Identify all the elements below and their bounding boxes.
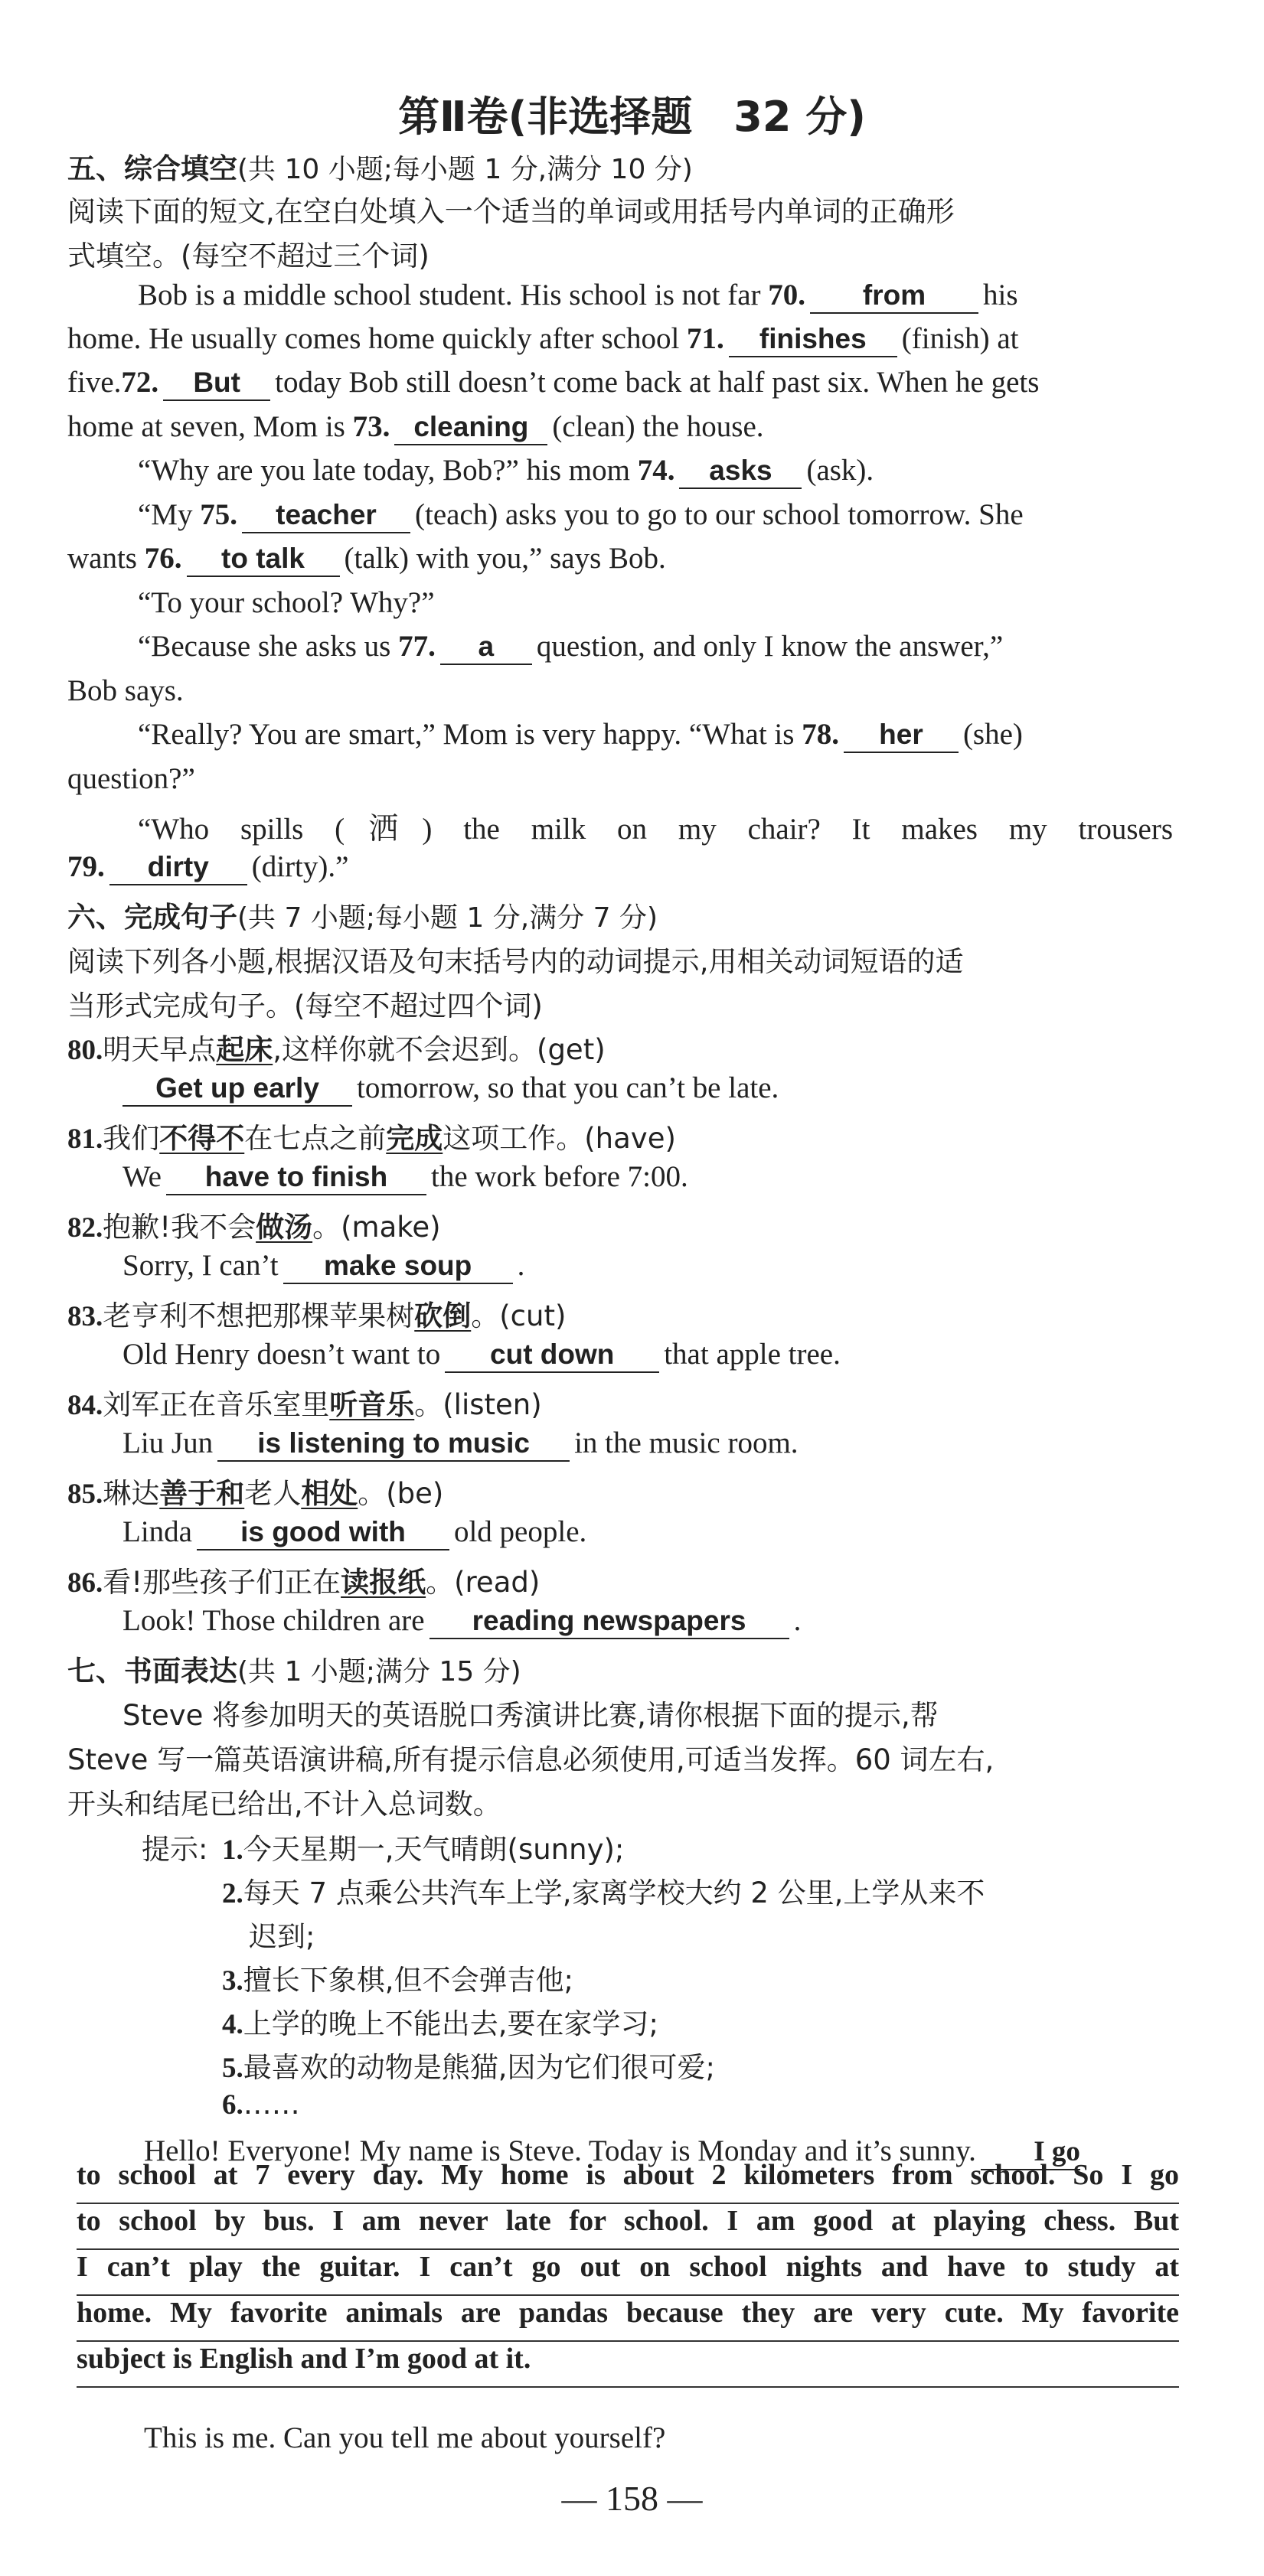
section-6-instruction-1: 阅读下列各小题,根据汉语及句末括号内的动词提示,用相关动词短语的适 bbox=[67, 945, 964, 978]
answer-77: a bbox=[440, 631, 532, 665]
answer-82: make soup bbox=[283, 1250, 513, 1284]
tip-5: 5.最喜欢的动物是熊猫,因为它们很可爱; bbox=[222, 2051, 715, 2084]
passage-line-6: “My 75. teacher (teach) asks you to go to our school tomorrow. She bbox=[138, 497, 1024, 533]
question-83-chinese: 83.老亨利不想把那棵苹果树砍倒。(cut) bbox=[67, 1299, 567, 1332]
section-6-heading: 六、完成句子(共 7 小题;每小题 1 分,满分 7 分) bbox=[67, 901, 658, 934]
answer-81: have to finish bbox=[166, 1161, 426, 1195]
essay-line: subject is English and I’m good at it. bbox=[77, 2342, 1179, 2388]
section-5-heading: 五、综合填空(共 10 小题;每小题 1 分,满分 10 分) bbox=[67, 152, 693, 185]
passage-line-12: question?” bbox=[67, 762, 195, 795]
answer-75: teacher bbox=[242, 499, 410, 533]
answer-73: cleaning bbox=[394, 411, 547, 445]
question-85-chinese: 85.琳达善于和老人相处。(be) bbox=[67, 1477, 444, 1510]
section-7-instruction-2: Steve 写一篇英语演讲稿,所有提示信息必须使用,可适当发挥。60 词左右, bbox=[67, 1743, 995, 1776]
essay-line: to school at 7 every day. My home is about 2 kilometers from school. So I go bbox=[77, 2158, 1179, 2204]
passage-line-14: 79. dirty (dirty).” bbox=[67, 849, 348, 885]
essay-closing: This is me. Can you tell me about yourself? bbox=[144, 2421, 666, 2454]
question-84-english: Liu Jun is listening to music in the music room. bbox=[122, 1426, 799, 1462]
section-7-instruction-1: Steve 将参加明天的英语脱口秀演讲比赛,请你根据下面的提示,帮 bbox=[122, 1699, 939, 1732]
answer-85: is good with bbox=[197, 1516, 449, 1550]
passage-line-4: home at seven, Mom is 73. cleaning (clean) the house. bbox=[67, 409, 764, 445]
answer-80: Get up early bbox=[122, 1072, 352, 1107]
passage-line-1: Bob is a middle school student. His school is not far 70. from his bbox=[138, 278, 1018, 314]
question-80-chinese: 80.明天早点起床,这样你就不会迟到。(get) bbox=[67, 1033, 606, 1066]
tip-6: 6.…… bbox=[222, 2088, 300, 2121]
essay-line: I can’t play the guitar. I can’t go out on school nights and have to study at bbox=[77, 2250, 1179, 2296]
question-82-chinese: 82.抱歉!我不会做汤。(make) bbox=[67, 1211, 441, 1244]
tips-label: 提示: bbox=[142, 1833, 208, 1866]
answer-72: But bbox=[163, 367, 270, 401]
essay-line: home. My favorite animals are pandas because they are very cute. My favorite bbox=[77, 2296, 1179, 2342]
page-title: 第Ⅱ卷(非选择题 32 分) bbox=[398, 93, 866, 141]
answer-84: is listening to music bbox=[217, 1427, 570, 1462]
question-84-chinese: 84.刘军正在音乐室里听音乐。(listen) bbox=[67, 1388, 542, 1421]
answer-83: cut down bbox=[445, 1339, 659, 1373]
answer-76: to talk bbox=[187, 543, 340, 577]
answer-74: asks bbox=[679, 455, 802, 489]
answer-71: finishes bbox=[729, 323, 897, 357]
essay-line: to school by bus. I am never late for school. I am good at playing chess. But bbox=[77, 2204, 1179, 2250]
question-86-english: Look! Those children are reading newspapers . bbox=[122, 1603, 801, 1639]
section-7-instruction-3: 开头和结尾已给出,不计入总词数。 bbox=[67, 1788, 501, 1821]
passage-line-11: “Really? You are smart,” Mom is very happy. “What is 78. her (she) bbox=[138, 717, 1023, 753]
answer-79: dirty bbox=[109, 851, 247, 885]
section-5-instruction-2: 式填空。(每空不超过三个词) bbox=[67, 240, 429, 272]
tip-4: 4.上学的晚上不能出去,要在家学习; bbox=[222, 2007, 658, 2040]
tip-2-continued: 迟到; bbox=[249, 1920, 315, 1953]
section-6-instruction-2: 当形式完成句子。(每空不超过四个词) bbox=[67, 990, 543, 1022]
question-81-chinese: 81.我们不得不在七点之前完成这项工作。(have) bbox=[67, 1122, 676, 1155]
answer-86: reading newspapers bbox=[429, 1605, 789, 1639]
section-7-heading: 七、书面表达(共 1 小题;满分 15 分) bbox=[67, 1655, 521, 1687]
tip-3: 3.擅长下象棋,但不会弹吉他; bbox=[222, 1964, 573, 1997]
passage-line-2: home. He usually comes home quickly after school 71. finishes (finish) at bbox=[67, 321, 1019, 357]
question-85-english: Linda is good with old people. bbox=[122, 1515, 586, 1550]
answer-70: from bbox=[810, 279, 978, 314]
passage-line-3: five.72. But today Bob still doesn’t come back at half past six. When he gets bbox=[67, 365, 1039, 401]
passage-line-10: Bob says. bbox=[67, 674, 184, 707]
essay-body bbox=[77, 2158, 1179, 2388]
essay-first-words: I go bbox=[981, 2136, 1080, 2170]
page-number: — 158 — bbox=[561, 2479, 703, 2518]
tip-2: 2.每天 7 点乘公共汽车上学,家离学校大约 2 公里,上学从来不 bbox=[222, 1877, 985, 1909]
passage-line-8: “To your school? Why?” bbox=[138, 586, 435, 619]
passage-line-5: “Why are you late today, Bob?” his mom 74. asks (ask). bbox=[138, 453, 874, 489]
passage-line-9: “Because she asks us 77. a question, and only I know the answer,” bbox=[138, 629, 1003, 665]
question-83-english: Old Henry doesn’t want to cut down that apple tree. bbox=[122, 1337, 841, 1373]
passage-line-13: “Who spills (洒) the milk on my chair? It makes my trousers bbox=[138, 813, 1173, 846]
question-80-english: Get up early tomorrow, so that you can’t be late. bbox=[122, 1071, 779, 1107]
question-86-chinese: 86.看!那些孩子们正在读报纸。(read) bbox=[67, 1566, 541, 1599]
passage-line-7: wants 76. to talk (talk) with you,” says Bob. bbox=[67, 541, 666, 577]
question-82-english: Sorry, I can’t make soup . bbox=[122, 1248, 524, 1284]
question-81-english: We have to finish the work before 7:00. bbox=[122, 1159, 688, 1195]
tip-1: 1.今天星期一,天气晴朗(sunny); bbox=[222, 1833, 625, 1866]
essay-opening: Hello! Everyone! My name is Steve. Today is Monday and it’s sunny. I go bbox=[144, 2134, 1085, 2170]
section-5-instruction-1: 阅读下面的短文,在空白处填入一个适当的单词或用括号内单词的正确形 bbox=[67, 195, 955, 228]
answer-78: her bbox=[844, 719, 959, 753]
